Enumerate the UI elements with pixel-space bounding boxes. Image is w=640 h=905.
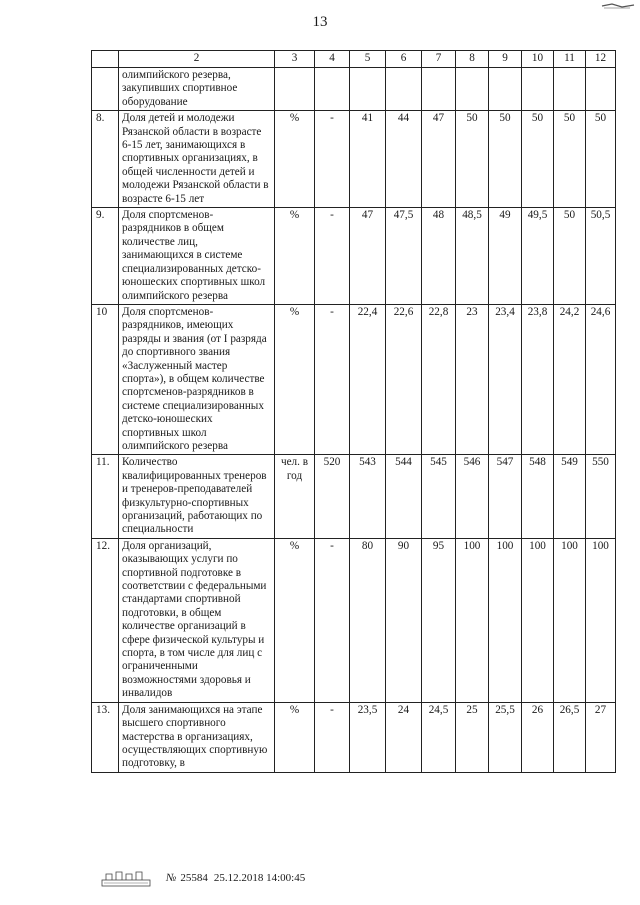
value-cell: 47 (350, 208, 386, 305)
unit-cell: чел. в год (275, 455, 315, 538)
value-cell: 95 (422, 538, 456, 702)
value-cell: 80 (350, 538, 386, 702)
value-cell: 22,4 (350, 304, 386, 454)
column-number-row (92, 51, 616, 68)
value-cell (350, 68, 386, 111)
value-cell (386, 68, 422, 111)
header-cell (92, 51, 119, 68)
row-number-cell: 8. (92, 111, 119, 208)
unit-cell: % (275, 208, 315, 305)
indicator-name-cell: Доля занимающихся на этапе высшего спортивного мастерства в организациях, осуществляющих спортивную подготовку, в (119, 702, 275, 772)
value-cell: 25 (456, 702, 489, 772)
value-cell: 100 (586, 538, 616, 702)
document-footer (100, 868, 305, 888)
value-cell: 50 (522, 111, 554, 208)
table-row (92, 304, 616, 454)
value-cell: 44 (386, 111, 422, 208)
value-cell: 50,5 (586, 208, 616, 305)
header-cell: 10 (522, 51, 554, 68)
value-cell: 24,5 (422, 702, 456, 772)
indicator-name-cell: Доля организаций, оказывающих услуги по спортивной подготовке в соответствии с федеральными стандартами спортивной подготовки, в общем количестве организаций в сфере физической культуры и спорта, в том числе для лиц с ограниченными возможностями здоровья и инвалидов (119, 538, 275, 702)
header-cell: 6 (386, 51, 422, 68)
indicator-name-cell: Доля спортсменов-разрядников в общем количестве лиц, занимающихся в системе специализированных детско-юношеских спортивных школ олимпийского резерва (119, 208, 275, 305)
value-cell: 547 (489, 455, 522, 538)
row-number-cell: 12. (92, 538, 119, 702)
value-cell: 50 (554, 111, 586, 208)
indicators-table (91, 50, 616, 773)
table-row (92, 68, 616, 111)
row-number-cell: 13. (92, 702, 119, 772)
value-cell: 48,5 (456, 208, 489, 305)
value-cell: 25,5 (489, 702, 522, 772)
value-cell: 543 (350, 455, 386, 538)
indicator-name-cell: Доля детей и молодежи Рязанской области в возрасте 6-15 лет, занимающихся в спортивных организациях, в общей численности детей и молодежи Рязанской области в возрасте 6-15 лет (119, 111, 275, 208)
value-cell (586, 68, 616, 111)
value-cell: 22,6 (386, 304, 422, 454)
row-number-cell: 9. (92, 208, 119, 305)
table-row (92, 538, 616, 702)
value-cell (554, 68, 586, 111)
row-number-cell: 10 (92, 304, 119, 454)
header-cell: 4 (315, 51, 350, 68)
value-cell: 90 (386, 538, 422, 702)
value-cell: - (315, 208, 350, 305)
row-number-cell (92, 68, 119, 111)
unit-cell: % (275, 111, 315, 208)
value-cell (422, 68, 456, 111)
value-cell: 100 (522, 538, 554, 702)
table-row (92, 111, 616, 208)
value-cell: 549 (554, 455, 586, 538)
unit-cell: % (275, 702, 315, 772)
unit-cell: % (275, 538, 315, 702)
value-cell: 550 (586, 455, 616, 538)
value-cell: 23 (456, 304, 489, 454)
value-cell: 24,2 (554, 304, 586, 454)
value-cell: 23,4 (489, 304, 522, 454)
table-row (92, 702, 616, 772)
value-cell: - (315, 111, 350, 208)
indicator-name-cell: олимпийского резерва, закупивших спортивное оборудование (119, 68, 275, 111)
value-cell: 49 (489, 208, 522, 305)
value-cell: 26,5 (554, 702, 586, 772)
value-cell: 23,5 (350, 702, 386, 772)
header-cell: 8 (456, 51, 489, 68)
value-cell: 546 (456, 455, 489, 538)
scan-artifact-icon (600, 2, 636, 10)
value-cell: 100 (456, 538, 489, 702)
value-cell: 27 (586, 702, 616, 772)
value-cell: 50 (489, 111, 522, 208)
value-cell (489, 68, 522, 111)
doc-number-sign: № (166, 872, 177, 884)
value-cell: 50 (456, 111, 489, 208)
table-row (92, 455, 616, 538)
value-cell: - (315, 702, 350, 772)
header-cell: 7 (422, 51, 456, 68)
value-cell: 24 (386, 702, 422, 772)
value-cell: 545 (422, 455, 456, 538)
value-cell (522, 68, 554, 111)
value-cell (315, 68, 350, 111)
indicator-name-cell: Количество квалифицированных тренеров и тренеров-преподавателей физкультурно-спортивных организаций, работающих по специальности (119, 455, 275, 538)
value-cell: 49,5 (522, 208, 554, 305)
value-cell: 50 (586, 111, 616, 208)
value-cell: 50 (554, 208, 586, 305)
table-row (92, 208, 616, 305)
value-cell: 24,6 (586, 304, 616, 454)
value-cell: 41 (350, 111, 386, 208)
value-cell: 23,8 (522, 304, 554, 454)
header-cell: 9 (489, 51, 522, 68)
value-cell: - (315, 304, 350, 454)
value-cell (456, 68, 489, 111)
value-cell: 47,5 (386, 208, 422, 305)
row-number-cell: 11. (92, 455, 119, 538)
unit-cell: % (275, 304, 315, 454)
value-cell: 48 (422, 208, 456, 305)
header-cell: 11 (554, 51, 586, 68)
value-cell: 520 (315, 455, 350, 538)
stamp-icon (100, 868, 152, 888)
doc-number: 25584 (180, 872, 208, 884)
doc-timestamp: 25.12.2018 14:00:45 (213, 872, 306, 884)
value-cell: 548 (522, 455, 554, 538)
header-cell: 5 (350, 51, 386, 68)
value-cell: 47 (422, 111, 456, 208)
unit-cell (275, 68, 315, 111)
indicator-name-cell: Доля спортсменов-разрядников, имеющих разряды и звания (от I разряда до спортивного звания «Заслуженный мастер спорта»), в общем количестве спортсменов-разрядников в системе специализированных детско-юношеских спортивных школ олимпийского резерва (119, 304, 275, 454)
value-cell: 100 (554, 538, 586, 702)
page-number: 13 (312, 14, 328, 30)
header-cell: 2 (119, 51, 275, 68)
header-cell: 3 (275, 51, 315, 68)
value-cell: 544 (386, 455, 422, 538)
value-cell: - (315, 538, 350, 702)
value-cell: 22,8 (422, 304, 456, 454)
value-cell: 26 (522, 702, 554, 772)
header-cell: 12 (586, 51, 616, 68)
value-cell: 100 (489, 538, 522, 702)
